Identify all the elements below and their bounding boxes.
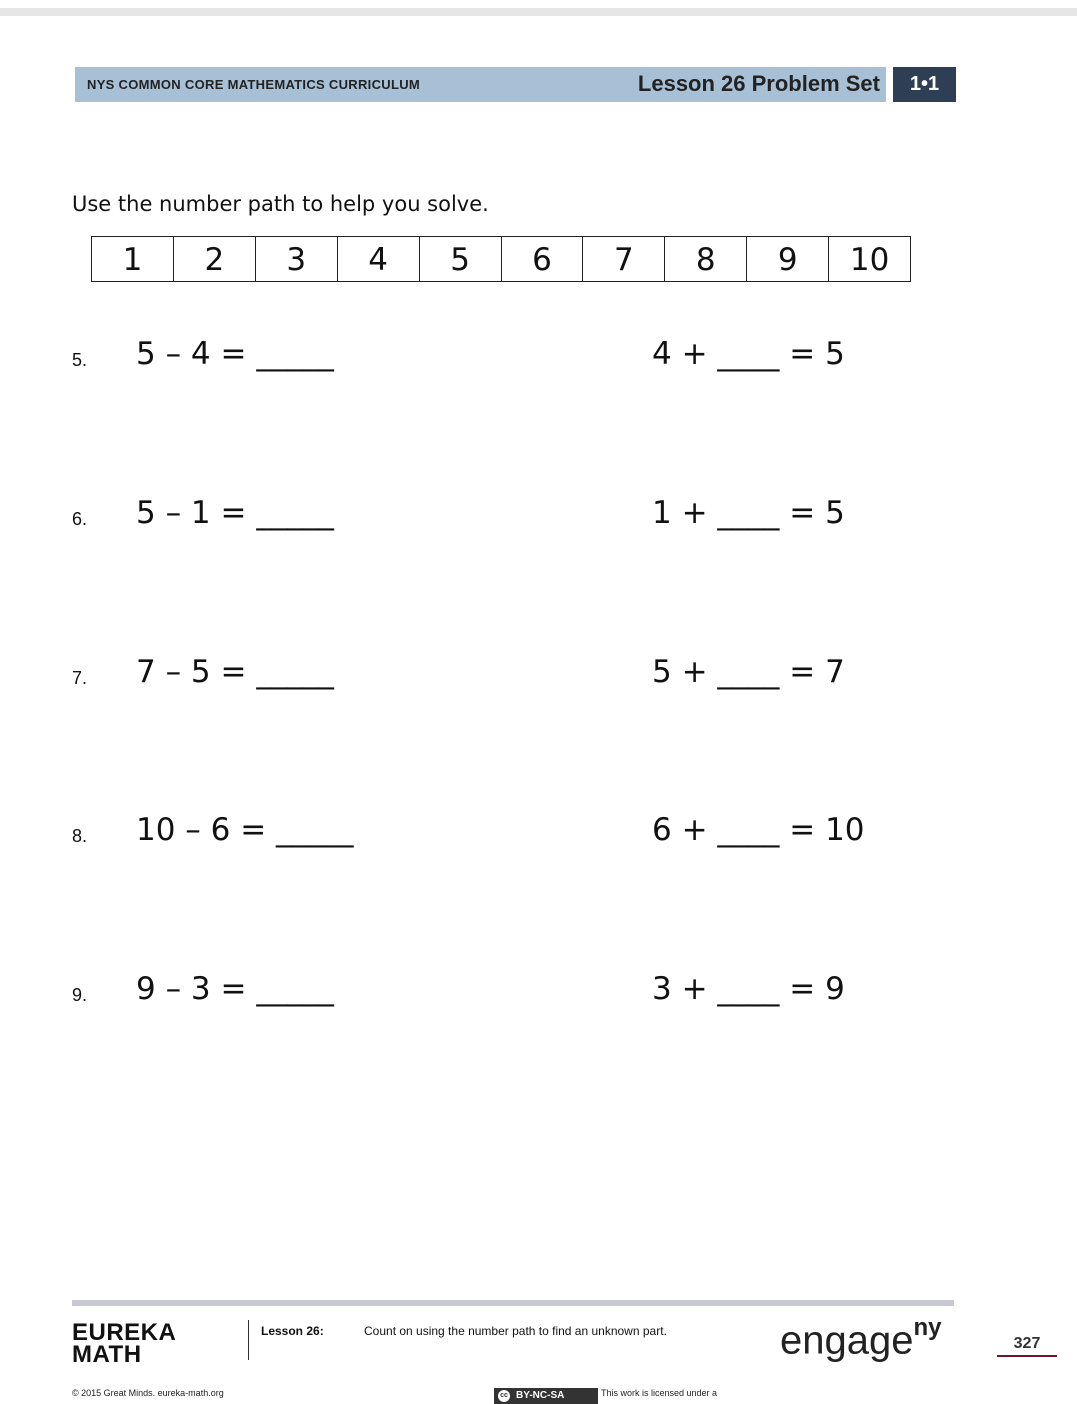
problem-number: 8. (72, 826, 88, 846)
eureka-math-logo (72, 1319, 177, 1368)
footer-divider-line (72, 1300, 954, 1306)
addition-equation: 3 + ____ = 9 (652, 971, 845, 1007)
cc-badge-label: BY-NC-SA (516, 1390, 565, 1401)
number-path-cell: 7 (583, 237, 665, 281)
page-header (75, 67, 956, 102)
curriculum-title: NYS COMMON CORE MATHEMATICS CURRICULUM (87, 77, 421, 92)
number-path-cell: 1 (92, 237, 174, 281)
problem-number: 5. (72, 350, 88, 370)
logo-line-1: EUREKA (72, 1319, 177, 1346)
subtraction-equation: 5 – 4 = _____ (136, 336, 334, 372)
footer-lesson-label: Lesson 26: (261, 1324, 324, 1338)
instructions: Use the number path to help you solve. (72, 192, 489, 216)
number-path (91, 236, 911, 282)
number-path-cell: 2 (174, 237, 256, 281)
footer-lesson-description: Count on using the number path to find an unknown part. (364, 1324, 667, 1338)
problem-number: 7. (72, 668, 88, 688)
lesson-title: Lesson 26 Problem Set (637, 71, 880, 96)
number-path-cell: 8 (665, 237, 747, 281)
problem-number: 9. (72, 985, 88, 1005)
number-path-cell: 3 (256, 237, 338, 281)
problem-row (0, 654, 1077, 704)
subtraction-equation: 5 – 1 = _____ (136, 495, 334, 531)
addition-equation: 6 + ____ = 10 (652, 812, 865, 848)
copyright-notice: © 2015 Great Minds. eureka-math.org (72, 1388, 224, 1398)
addition-equation: 4 + ____ = 5 (652, 336, 845, 372)
addition-equation: 1 + ____ = 5 (652, 495, 845, 531)
subtraction-equation: 7 – 5 = _____ (136, 654, 334, 690)
license-text: This work is licensed under a (601, 1388, 718, 1398)
logo-line-2: MATH (72, 1341, 142, 1368)
subtraction-equation: 10 – 6 = _____ (136, 812, 354, 848)
footer-vertical-divider (248, 1320, 249, 1360)
cc-icon: cc (498, 1390, 510, 1402)
addition-equation: 5 + ____ = 7 (652, 654, 845, 690)
number-path-cell: 10 (849, 242, 890, 278)
engage-ny-text: ny (913, 1314, 942, 1341)
problem-row (0, 971, 1077, 1021)
problem-row (0, 336, 1077, 386)
number-path-cell: 4 (338, 237, 420, 281)
problem-row (0, 495, 1077, 545)
problem-row (0, 812, 1077, 862)
engage-text: engage (780, 1318, 914, 1363)
top-border (0, 8, 1077, 16)
cc-license-badge (494, 1388, 598, 1404)
number-path-cell: 9 (747, 237, 829, 281)
problem-number: 6. (72, 509, 88, 529)
engageny-logo (780, 1314, 942, 1363)
number-path-cell: 6 (502, 237, 584, 281)
page-number: 327 (997, 1335, 1057, 1357)
number-path-cell: 5 (420, 237, 502, 281)
module-badge: 1•1 (893, 67, 956, 102)
subtraction-equation: 9 – 3 = _____ (136, 971, 334, 1007)
